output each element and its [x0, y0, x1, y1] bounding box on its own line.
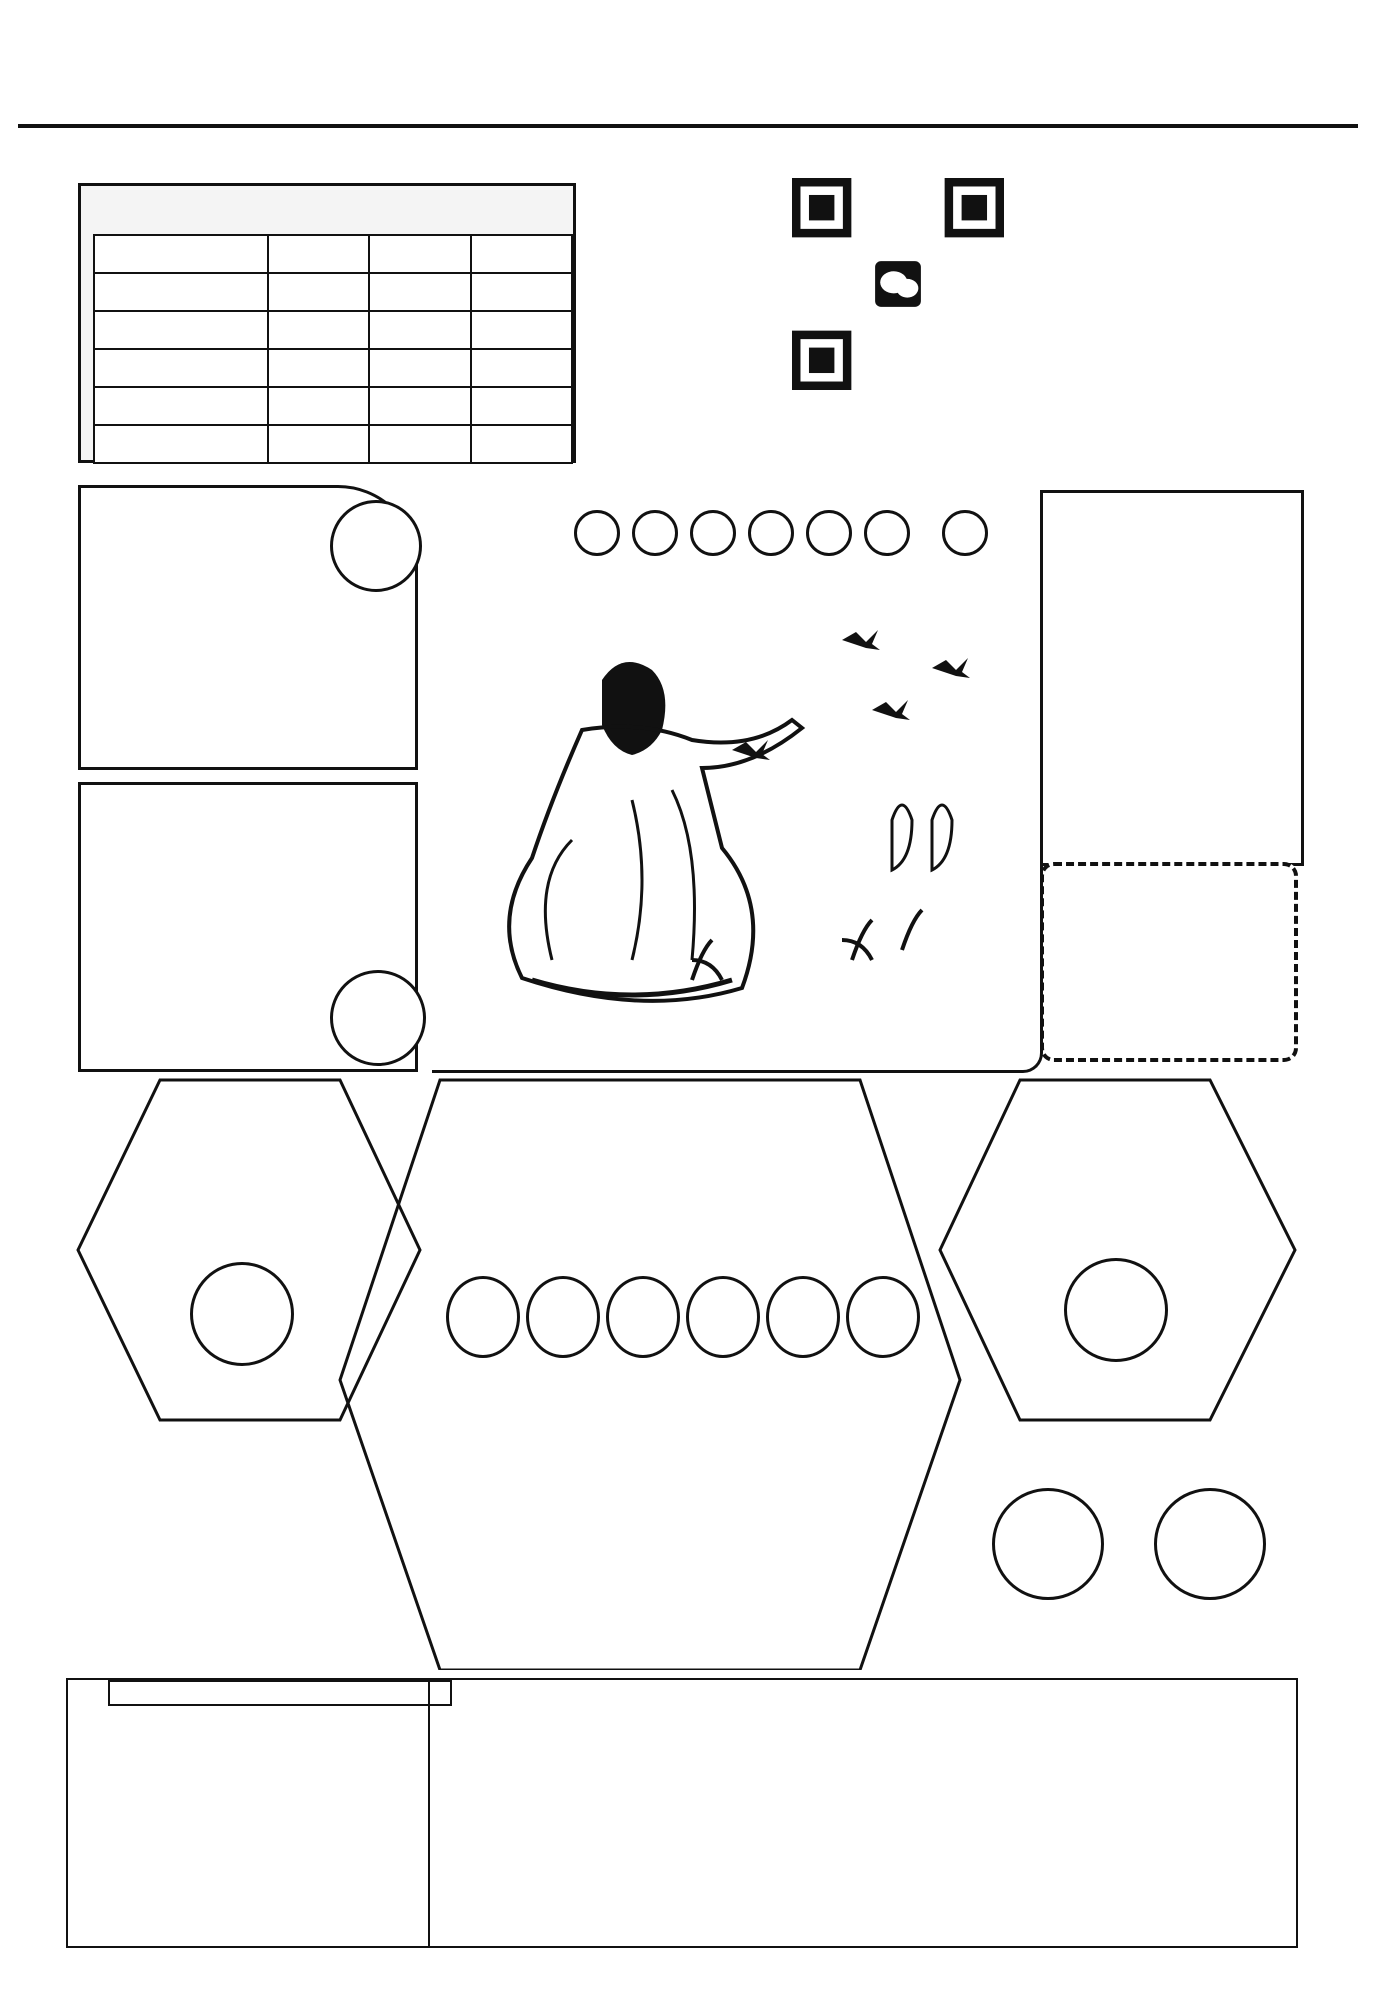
gate-row-label	[94, 311, 268, 349]
last-draw-ball	[806, 510, 852, 556]
right-hex-number	[1064, 1258, 1168, 1362]
gate-give	[471, 349, 572, 387]
last-draw-special-ball	[942, 510, 988, 556]
results-title	[108, 1680, 452, 1706]
header-rule	[18, 124, 1358, 128]
gate-min	[369, 425, 470, 463]
illustration-frame	[432, 580, 1043, 1073]
pick-ball	[766, 1276, 840, 1358]
gate-row-label	[94, 387, 268, 425]
gate-min	[369, 311, 470, 349]
gate-min	[369, 387, 470, 425]
gate-max	[268, 387, 369, 425]
last-draw-ball	[748, 510, 794, 556]
last-draw-strip	[462, 500, 1030, 562]
gate-max	[268, 311, 369, 349]
gate-header-give	[471, 235, 572, 273]
pick-ball	[446, 1276, 520, 1358]
right-special-ball	[992, 1488, 1104, 1600]
left-hex-number	[190, 1262, 294, 1366]
tip-badge	[330, 500, 422, 592]
gate-min	[369, 349, 470, 387]
gate-table	[93, 234, 573, 464]
qr-panel	[768, 138, 1028, 400]
brand-strip-left	[18, 170, 56, 1940]
heart-badge	[330, 970, 426, 1066]
sage-illustration	[432, 580, 1032, 1060]
last-draw-ball	[864, 510, 910, 556]
gate-give	[471, 387, 572, 425]
pick-ball	[606, 1276, 680, 1358]
gate-min	[369, 273, 470, 311]
gate-max	[268, 273, 369, 311]
gate-row-label	[94, 349, 268, 387]
pick-ball	[846, 1276, 920, 1358]
last-draw-ball	[574, 510, 620, 556]
gate-row-label	[94, 425, 268, 463]
gate-header-min	[369, 235, 470, 273]
gate-row-label	[94, 273, 268, 311]
gate-give	[471, 311, 572, 349]
pick-ball	[526, 1276, 600, 1358]
gate-table-box	[78, 183, 576, 463]
picture-box-frame	[1040, 490, 1304, 866]
gate-give	[471, 425, 572, 463]
attached-pic-box	[1040, 862, 1298, 1062]
qr-code-icon[interactable]	[778, 178, 1018, 390]
right-special-ball	[1154, 1488, 1266, 1600]
last-draw-ball	[690, 510, 736, 556]
gate-header-max	[268, 235, 369, 273]
gate-max	[268, 425, 369, 463]
gate-give	[471, 273, 572, 311]
gate-header-type	[94, 235, 268, 273]
brand-strip-bottom	[48, 1950, 1338, 1980]
gate-max	[268, 349, 369, 387]
results-box	[66, 1678, 1298, 1948]
last-draw-ball	[632, 510, 678, 556]
brand-strip-right	[1322, 170, 1360, 1940]
results-dot-grid	[428, 1680, 1300, 1948]
pick-ball	[686, 1276, 760, 1358]
